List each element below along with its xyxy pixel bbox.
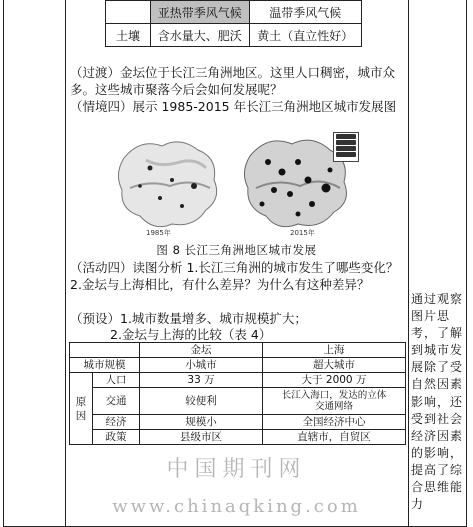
cause-row-label: 交通 (93, 388, 140, 415)
cell-soil-other: 黄土（直立性好） (249, 24, 361, 47)
city-development-maps (110, 128, 360, 238)
map-2015-year: 2015年 (290, 229, 315, 237)
scenario-paragraph: （情境四）展示 1985-2015 年长江三角洲地区城市发展图 (70, 99, 397, 114)
row-scale-label: 城市规模 (70, 358, 140, 373)
watermark-url: www.chinaqking.com (112, 496, 361, 517)
cause-row-shanghai: 全国经济中心 (263, 415, 406, 430)
map-2015 (238, 128, 356, 238)
cause-row-jintan: 县级市区 (140, 430, 263, 445)
header-jintan: 金坛 (140, 343, 263, 358)
cell-soil-jintan: 含水量大、肥沃 (151, 24, 250, 47)
preset-line-2: 2.金坛与上海的比较（表 4） (110, 327, 272, 342)
map-legend (333, 132, 359, 162)
grid-line-inner-left (65, 0, 66, 527)
cause-row-label: 经济 (93, 415, 140, 430)
cause-row-shanghai: 长江入海口，发达的立体交通网络 (263, 388, 406, 415)
cause-row-jintan: 规模小 (140, 415, 263, 430)
grid-line-left (3, 0, 4, 527)
cause-row-jintan: 33 万 (140, 373, 263, 388)
comparison-table (69, 342, 406, 445)
cause-label: 原因 (70, 373, 93, 445)
cause-row-shanghai: 直辖市，自贸区 (263, 430, 406, 445)
cause-row-label: 政策 (93, 430, 140, 445)
figure-caption: 图 8 长江三角洲地区城市发展 (156, 243, 317, 257)
cause-row-jintan: 较便利 (140, 388, 263, 415)
map-1985-image (110, 128, 228, 238)
grid-line-content-right (408, 0, 409, 527)
activity-paragraph: （活动四）读图分析 1.长江三角洲的城市发生了哪些变化？2.金坛与上海相比，有什么差异？为什么有这种差异？ (70, 260, 399, 292)
header-shanghai: 上海 (263, 343, 406, 358)
cause-row-label: 人口 (93, 373, 140, 388)
cell-soil-label: 土壤 (106, 24, 151, 47)
transition-paragraph: （过渡）金坛位于长江三角洲地区。这里人口稠密，城市众多。这些城市聚落今后会如何发展呢？ (70, 65, 396, 97)
map-1985-year: 1985年 (146, 229, 171, 237)
row-scale-shanghai: 超大城市 (263, 358, 406, 373)
preset-line-1: （预设）1.城市数量增多、城市规模扩大； (70, 311, 307, 326)
design-intent-note: 通过观察图片思考，了解到城市发展除了受自然因素影响，还受到社会经济因素的影响，提高了综合思维能力 (411, 292, 464, 512)
cell-climate-jintan: 亚热带季风气候 (151, 1, 250, 24)
cell-climate-other: 温带季风气候 (249, 1, 361, 24)
map-1985 (110, 128, 228, 238)
cause-row-shanghai: 大于 2000 万 (263, 373, 406, 388)
row-scale-jintan: 小城市 (140, 358, 263, 373)
watermark-title: 中国期刊网 (166, 457, 307, 482)
climate-soil-table (105, 0, 362, 47)
